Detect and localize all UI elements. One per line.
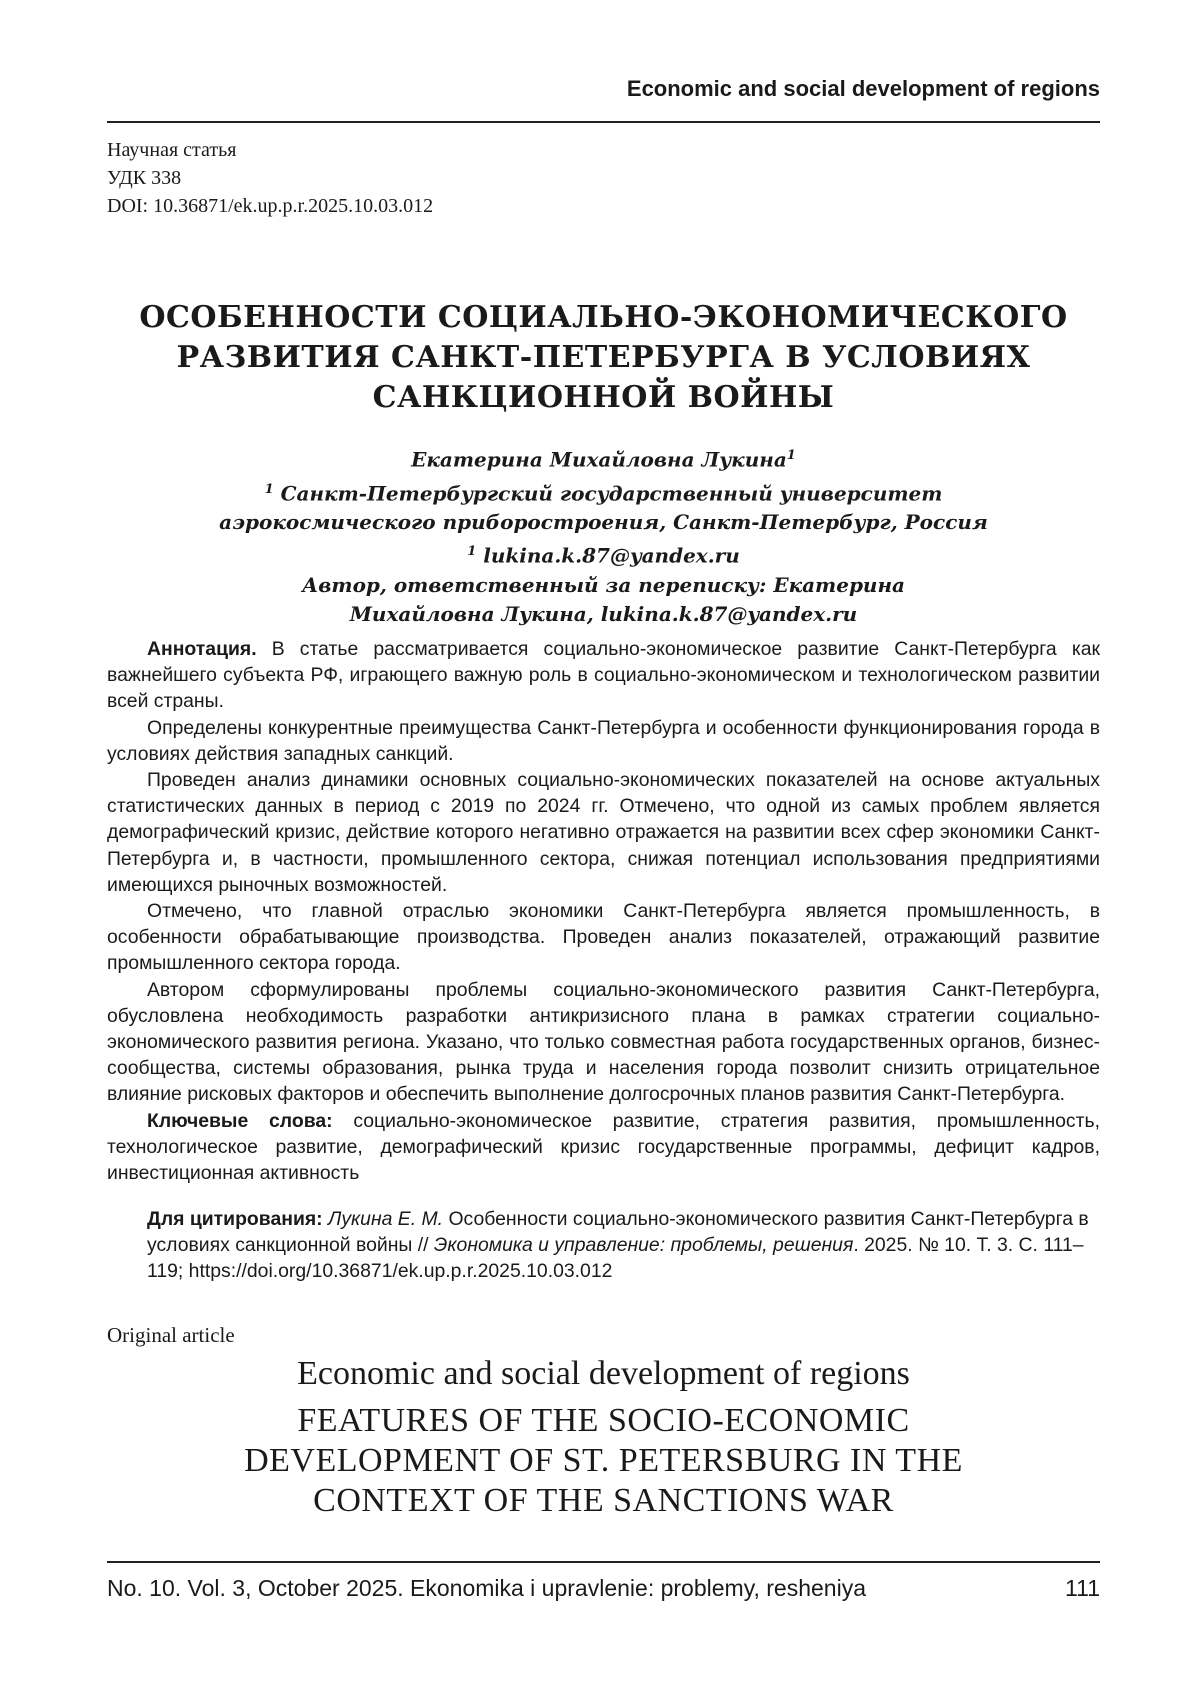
abstract-paragraph: Отмечено, что главной отраслью экономики Санкт-Петербурга является промышленность, в особенности обрабатывающие производства. Проведен анализ показателей, отражающий развитие промышленного сектора города. (107, 900, 1100, 975)
footer-journal: No. 10. Vol. 3, October 2025. Ekonomika i upravlenie: problemy, resheniya (107, 1575, 866, 1601)
abstract-paragraph: Автором сформулированы проблемы социально-экономического развития Санкт-Петербурга, обусловлена необходимость разработки антикризисного плана в рамках стратегии социально-экономического развития региона. Указано, что только совместная работа государственных органов, бизнес-сообщества, системы образования, рынка труда и населения города позволит снизить отрицательное влияние рисковых факторов и обеспечить выполнение долгосрочных планов развития Санкт-Петербурга. (107, 978, 1100, 1106)
english-section: Economic and social development of regions (297, 1355, 910, 1392)
udk: УДК 338 (107, 167, 182, 189)
running-header: Economic and social development of regions (626, 76, 1100, 101)
article-type: Научная статья (107, 139, 237, 161)
abstract-paragraph: Определены конкурентные преимущества Санкт-Петербурга и особенности функционирования города в условиях действия западных санкций. (107, 716, 1100, 765)
page-number: 111 (1065, 1575, 1100, 1601)
abstract-paragraph: Аннотация. В статье рассматривается социально-экономическое развитие Санкт-Петербурга как важнейшего субъекта РФ, играющего важную роль в социально-экономическом и технологическом развитии всей страны. (107, 638, 1101, 713)
page-footer (107, 1575, 1100, 1602)
keywords: Ключевые слова: социально-экономическое развитие, стратегия развития, промышленность, технологическое развитие, демографический кризис государственные программы, дефицит кадров, инвестиционная активность (107, 1109, 1100, 1185)
article-meta (107, 136, 1100, 220)
english-title (107, 1401, 1100, 1521)
footer-rule (107, 1561, 1100, 1563)
title-line: САНКЦИОННОЙ ВОЙНЫ (372, 380, 835, 415)
english-article-type: Original article (107, 1323, 235, 1347)
english-title-line: FEATURES OF THE SOCIO-ECONOMIC (297, 1402, 910, 1439)
title-line: ОСОБЕННОСТИ СОЦИАЛЬНО-ЭКОНОМИЧЕСКОГО (139, 300, 1068, 335)
doi: DOI: 10.36871/ek.up.p.r.2025.10.03.012 (107, 195, 434, 217)
correspondence: Михайловна Лукина, lukina.k.87@yandex.ru (349, 601, 858, 626)
english-title-line: DEVELOPMENT OF ST. PETERSBURG IN THE (244, 1442, 963, 1479)
abstract (107, 636, 1100, 1186)
abstract-paragraph: Проведен анализ динамики основных социально-экономических показателей на основе актуальных статистических данных в период с 2019 по 2024 гг. Отмечено, что одной из самых проблем является демографический кризис, действие которого негативно отражается на развитии всех сфер экономики Санкт-Петербурга и, в частности, промышленного сектора, снижая потенциал использования предприятиями имеющихся рыночных возможностей. (107, 769, 1100, 896)
citation: Для цитирования: Лукина Е. М. Особенности социально-экономического развития Санкт-Петербурга в условиях санкционной войны // Экономика и управление: проблемы, решения. 2025. № 10. Т. 3. С. 111–119; https://doi.org/10.36871/ek.up.p.r.2025.10.03.012 (147, 1208, 1089, 1283)
author-name: Екатерина Михайловна Лукина$^1$ (411, 447, 796, 472)
english-title-line: CONTEXT OF THE SANCTIONS WAR (313, 1482, 894, 1519)
header-rule (107, 121, 1100, 123)
correspondence: Автор, ответственный за переписку: Екатерина (301, 572, 906, 597)
affiliation: аэрокосмического приборостроения, Санкт-Петербург, Россия (219, 510, 988, 535)
author-email: $^1$ lukina.k.87@yandex.ru (467, 543, 740, 568)
article-title (107, 298, 1100, 418)
affiliation: $^1$ Санкт-Петербургский государственный университет (264, 481, 943, 506)
author-block (107, 441, 1100, 629)
title-line: РАЗВИТИЯ САНКТ-ПЕТЕРБУРГА В УСЛОВИЯХ (176, 340, 1031, 375)
